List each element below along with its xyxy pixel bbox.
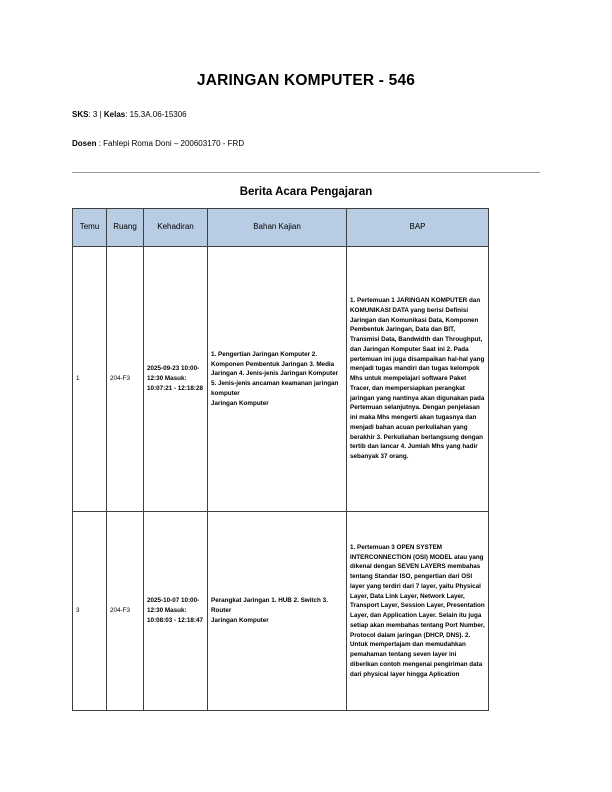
kehadiran-cell: 2025-10-07 10:00-12:30 Masuk: 10:08:03 - 12:18:47 [144,512,208,711]
bahan-kajian-cell: Perangkat Jaringan 1. HUB 2. Switch 3. Router Jaringan Komputer [208,512,347,711]
temu-cell: 1 [73,247,107,512]
lecturer-meta [72,139,244,148]
bap-cell: 1. Pertemuan 3 OPEN SYSTEM INTERCONNECTION (OSI) MODEL atau yang dikenal dengan SEVEN LAYERS membahas tentang Standar ISO, pengertian dari OSI layer yang terdiri dari 7 layer, yaitu Physical Layer, Data Link Layer, Network Layer, Transport Layer, Session Layer, Presentation Layer, dan Application Layer. Selain itu juga setiap akan membahas tentang Port Number, Protocol dalam jaringan (DHCP, DNS). 2. Untuk mempertajam dan memudahkan pemahaman tentang seven layer ini diberikan contoh mengenai pengiriman data dari physical layer hingga Aplication [347,512,489,711]
ruang-cell: 204-F3 [107,247,144,512]
header-bahan-kajian: Bahan Kajian [208,209,347,247]
sks-value: : 3 | [88,110,104,119]
header-kehadiran: Kehadiran [144,209,208,247]
temu-cell: 3 [73,512,107,711]
kelas-label: Kelas [103,110,126,119]
table-row [73,512,489,711]
divider [72,172,540,173]
table-header-row [73,209,489,247]
dosen-value: : Fahlepi Roma Doni – 200603170 - FRD [98,139,245,148]
kelas-value: : 15.3A.06-15306 [125,110,187,119]
header-temu: Temu [73,209,107,247]
course-meta [72,110,187,119]
bahan-kajian-cell: 1. Pengertian Jaringan Komputer 2. Komponen Pembentuk Jaringan 3. Media Jaringan 4. Jenis-jenis Jaringan Komputer 5. Jenis-jenis ancaman keamanan jaringan komputer Jaringan Komputer [208,247,347,512]
bap-cell: 1. Pertemuan 1 JARINGAN KOMPUTER dan KOMUNIKASI DATA yang berisi Definisi Jaringan dan Komunikasi Data, Komponen Pembentuk Jaringan, Data dan BIT, Transmisi Data, Bandwidth dan Throughput, dan Jaringan Komputer Saat ini 2. Pada pertemuan ini juga disampaikan hal-hal yang menjadi tugas mandiri dan tugas kelompok Mhs untuk mempelajari software Paket Tracer, dan mempersiapkan perangkat jaringan yang nantinya akan digunakan pada Pertemuan selanjutnya. Dengan penjelasan ini maka Mhs mengerti akan tugasnya dan menjadi bahan acuan perkuliahan yang berakhir 3. Perkuliahan berlangsung dengan tertib dan lancar 4. Jumlah Mhs yang hadir sebanyak 37 orang. [347,247,489,512]
dosen-label: Dosen [72,139,97,148]
header-ruang: Ruang [107,209,144,247]
sks-label: SKS [72,110,89,119]
header-bap: BAP [347,209,489,247]
ruang-cell: 204-F3 [107,512,144,711]
document-title: JARINGAN KOMPUTER - 546 [196,72,416,89]
teaching-record-table [72,208,489,711]
kehadiran-cell: 2025-09-23 10:00-12:30 Masuk: 10:07:21 - 12:18:28 [144,247,208,512]
table-row [73,247,489,512]
section-title: Berita Acara Pengajaran [239,186,373,198]
